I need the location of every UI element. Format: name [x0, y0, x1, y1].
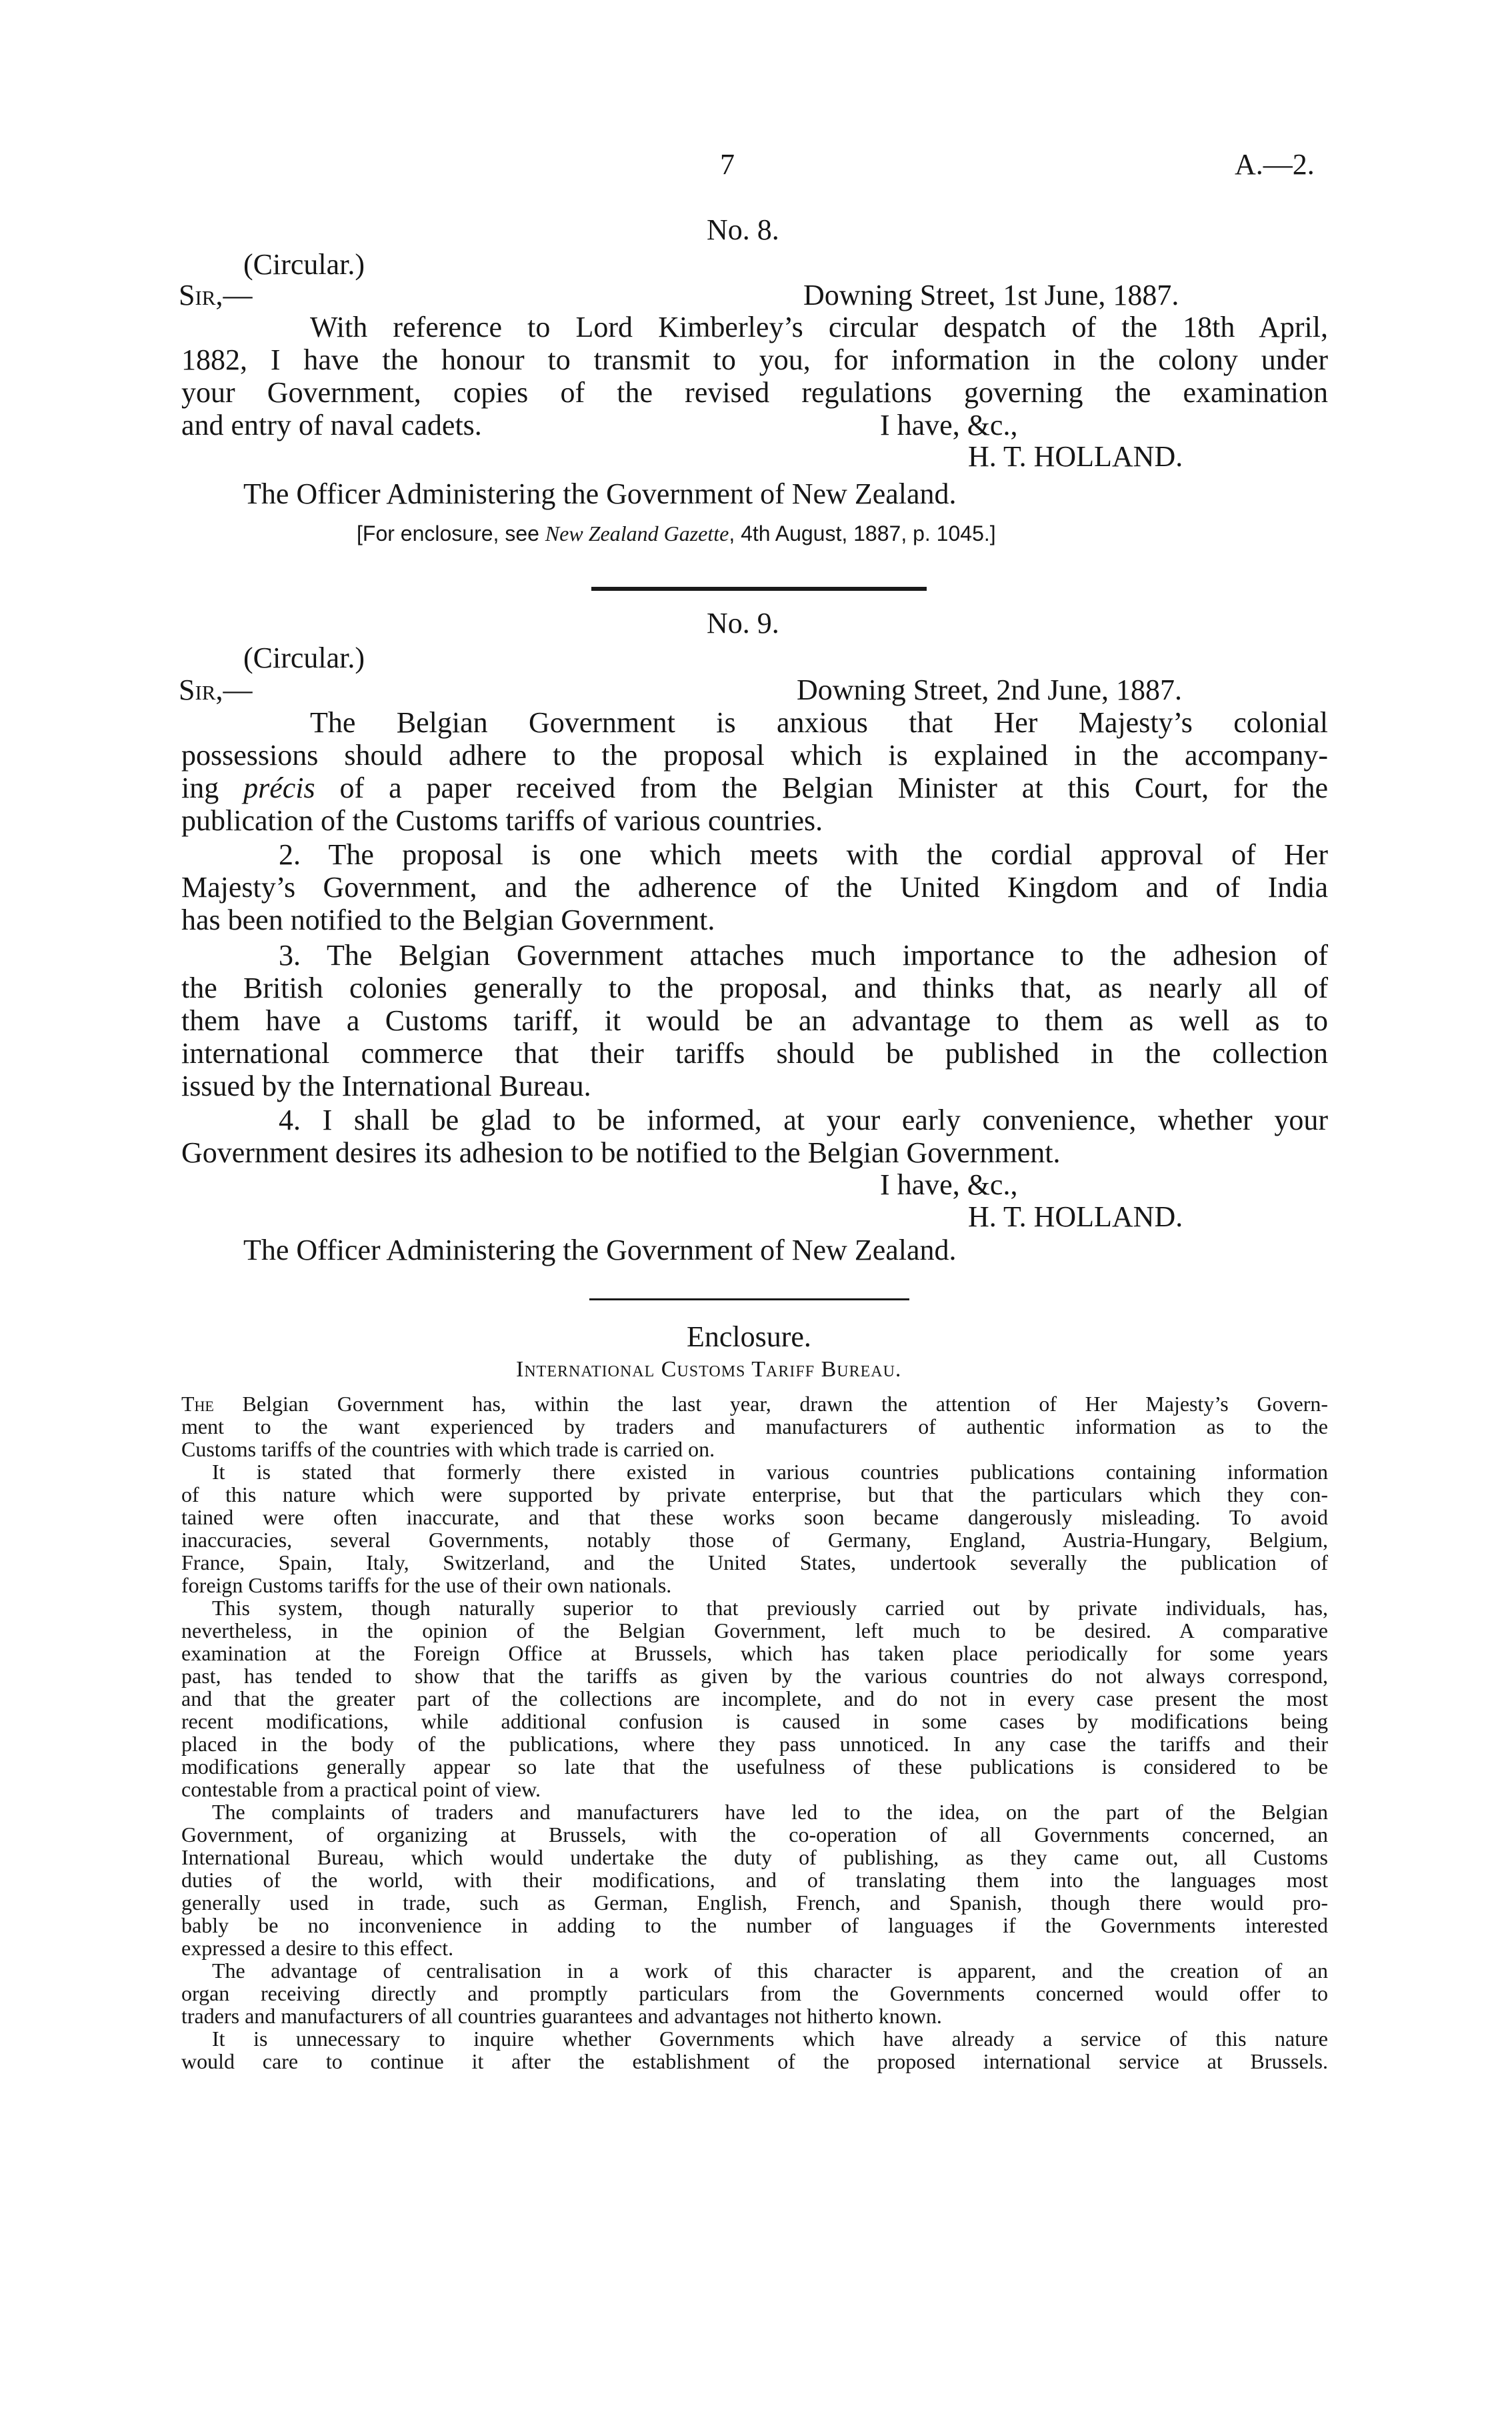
letter-8-number: No. 8. — [707, 213, 779, 246]
enclosure-para-4-line: Government, of organizing at Brussels, with the co-operation of all Governments concerned, an — [181, 1823, 1328, 1847]
para-1-prefix: ing — [181, 772, 244, 804]
enclosure-para-6-line: would care to continue it after the establishment of the proposed international service at Brussels. — [181, 2049, 1328, 2073]
letter-9-para-1-line: possessions should adhere to the proposal which is explained in the accompany- — [181, 739, 1328, 772]
letter-8-body-line: your Government, copies of the revised regulations governing the examination — [181, 376, 1328, 409]
enclosure-para-2-line: inaccuracies, several Governments, notably those of Germany, England, Austria-Hungary, Belgium, — [181, 1528, 1328, 1552]
letter-8-closing: I have, &c., — [880, 409, 1018, 441]
enclosure-para-1-line — [181, 1392, 1328, 1415]
enclosure-para-2-last-line: foreign Customs tariffs for the use of their own nationals. — [181, 1573, 672, 1597]
letter-9-para-4-last-line: Government desires its adhesion to be notified to the Belgian Government. — [181, 1136, 1061, 1169]
letter-9-salutation: Sir,— — [179, 674, 253, 706]
letter-9-circular-label: (Circular.) — [243, 642, 365, 674]
document-code: A.—2. — [1235, 148, 1315, 181]
section-divider — [591, 587, 927, 591]
enclosure-para-1-line: ment to the want experienced by traders and manufacturers of authentic information as to the — [181, 1414, 1328, 1438]
letter-9-closing: I have, &c., — [880, 1168, 1018, 1201]
letter-8-place-date: Downing Street, 1st June, 1887. — [803, 279, 1179, 311]
letter-9-para-1-line — [181, 772, 1328, 804]
enclosure-para-5-line: The advantage of centralisation in a work of this character is apparent, and the creation of an — [212, 1959, 1328, 1983]
enclosure-para-3-line: This system, though naturally superior to that previously carried out by private individuals, has, — [212, 1596, 1328, 1620]
letter-9-number: No. 9. — [707, 607, 779, 640]
letter-8-body-line: 1882, I have the honour to transmit to you, for information in the colony under — [181, 343, 1328, 376]
letter-8-addressee: The Officer Administering the Government of New Zealand. — [243, 477, 957, 510]
enclosure-para-2-line: France, Spain, Italy, Switzerland, and the United States, undertook severally the publication of — [181, 1550, 1328, 1574]
enclosure-para-3-line: nevertheless, in the opinion of the Belgian Government, left much to be desired. A comparative — [181, 1618, 1328, 1642]
enclosure-lead-word: The — [181, 1392, 214, 1416]
letter-8-body-line: With reference to Lord Kimberley’s circular despatch of the 18th April, — [310, 311, 1328, 343]
letter-9-place-date: Downing Street, 2nd June, 1887. — [797, 674, 1183, 706]
enclosure-para-3-line: placed in the body of the publications, where they pass unnoticed. In any case the tariffs and their — [181, 1732, 1328, 1756]
enclosure-para-2-line: of this nature which were supported by private enterprise, but that the particulars which they con- — [181, 1482, 1328, 1506]
enclosure-para-2-line: It is stated that formerly there existed in various countries publications containing information — [212, 1460, 1328, 1484]
enclosure-para-2-line: tained were often inaccurate, and that these works soon became dangerously misleading. To avoid — [181, 1505, 1328, 1529]
para-1-line-rest: of a paper received from the Belgian Minister at this Court, for the — [315, 772, 1328, 804]
enclosure-subtitle: International Customs Tariff Bureau. — [516, 1357, 902, 1382]
enclosure-para-5-line: organ receiving directly and promptly particulars from the Governments concerned would offer to — [181, 1981, 1328, 2005]
letter-8-body-last-line: and entry of naval cadets. — [181, 409, 482, 441]
enclosure-para-3-line: modifications generally appear so late that the usefulness of these publications is considered to be — [181, 1754, 1328, 1778]
page-number: 7 — [720, 148, 735, 181]
enclosure-para-4-line: International Bureau, which would undertake the duty of publishing, as they came out, all Customs — [181, 1845, 1328, 1869]
enclosure-para-6-line: It is unnecessary to inquire whether Governments which have already a service of this nature — [212, 2027, 1328, 2051]
letter-9-para-1-last-line: publication of the Customs tariffs of various countries. — [181, 804, 823, 837]
letter-9-para-3-line: international commerce that their tariffs should be published in the collection — [181, 1037, 1328, 1070]
letter-8-salutation: Sir,— — [179, 279, 253, 311]
letter-9-para-3-line: the British colonies generally to the proposal, and thinks that, as nearly all of — [181, 972, 1328, 1004]
letter-9-para-2-last-line: has been notified to the Belgian Government. — [181, 904, 715, 936]
enclosure-para-3-line: and that the greater part of the collections are incomplete, and do not in every case present the most — [181, 1686, 1328, 1710]
enclosure-para-4-line: The complaints of traders and manufacturers have led to the idea, on the part of the Belgian — [212, 1800, 1328, 1824]
letter-9-para-4-line: 4. I shall be glad to be informed, at your early convenience, whether your — [279, 1104, 1328, 1136]
enclosure-para-3-line: past, has tended to show that the tariffs as given by the various countries do not always correspond, — [181, 1664, 1328, 1688]
enclosure-note-publication: New Zealand Gazette — [545, 521, 729, 545]
enclosure-para-1-last-line: Customs tariffs of the countries with which trade is carried on. — [181, 1437, 715, 1461]
letter-9-para-3-last-line: issued by the International Bureau. — [181, 1070, 591, 1102]
enclosure-para-5-last-line: traders and manufacturers of all countries guarantees and advantages not hitherto known. — [181, 2004, 942, 2028]
enclosure-para-4-line: generally used in trade, such as German, English, French, and Spanish, though there would pro- — [181, 1891, 1328, 1915]
letter-9-para-2-line: Majesty’s Government, and the adherence of the United Kingdom and of India — [181, 871, 1328, 904]
letter-9-addressee: The Officer Administering the Government of New Zealand. — [243, 1234, 957, 1266]
enclosure-para-3-line: examination at the Foreign Office at Brussels, which has taken place periodically for some years — [181, 1641, 1328, 1665]
letter-8-enclosure-note — [357, 521, 996, 545]
enclosure-title: Enclosure. — [687, 1320, 811, 1353]
precis-italic-word: précis — [243, 772, 315, 804]
letter-8-signature: H. T. HOLLAND. — [968, 440, 1183, 473]
enclosure-para-4-line: duties of the world, with their modifications, and of translating them into the languages most — [181, 1868, 1328, 1892]
enclosure-para-3-last-line: contestable from a practical point of view. — [181, 1777, 541, 1801]
enclosure-para-4-line: bably be no inconvenience in adding to the number of languages if the Governments interested — [181, 1913, 1328, 1937]
enclosure-para-3-line: recent modifications, while additional confusion is caused in some cases by modifications being — [181, 1709, 1328, 1733]
letter-9-signature: H. T. HOLLAND. — [968, 1200, 1183, 1233]
enclosure-note-prefix: [For enclosure, see — [357, 521, 545, 545]
enclosure-para-4-last-line: expressed a desire to this effect. — [181, 1936, 454, 1960]
letter-9-para-1-line: The Belgian Government is anxious that Her Majesty’s colonial — [310, 706, 1328, 739]
enclosure-para-1-text: Belgian Government has, within the last year, drawn the attention of Her Majesty’s Govern- — [213, 1392, 1328, 1416]
section-divider — [589, 1298, 909, 1300]
letter-9-para-3-line: 3. The Belgian Government attaches much importance to the adhesion of — [279, 939, 1328, 972]
letter-9-para-2-line: 2. The proposal is one which meets with the cordial approval of Her — [279, 838, 1328, 871]
enclosure-note-suffix: , 4th August, 1887, p. 1045.] — [729, 521, 996, 545]
letter-9-para-3-line: them have a Customs tariff, it would be an advantage to them as well as to — [181, 1004, 1328, 1037]
letter-8-circular-label: (Circular.) — [243, 248, 365, 281]
